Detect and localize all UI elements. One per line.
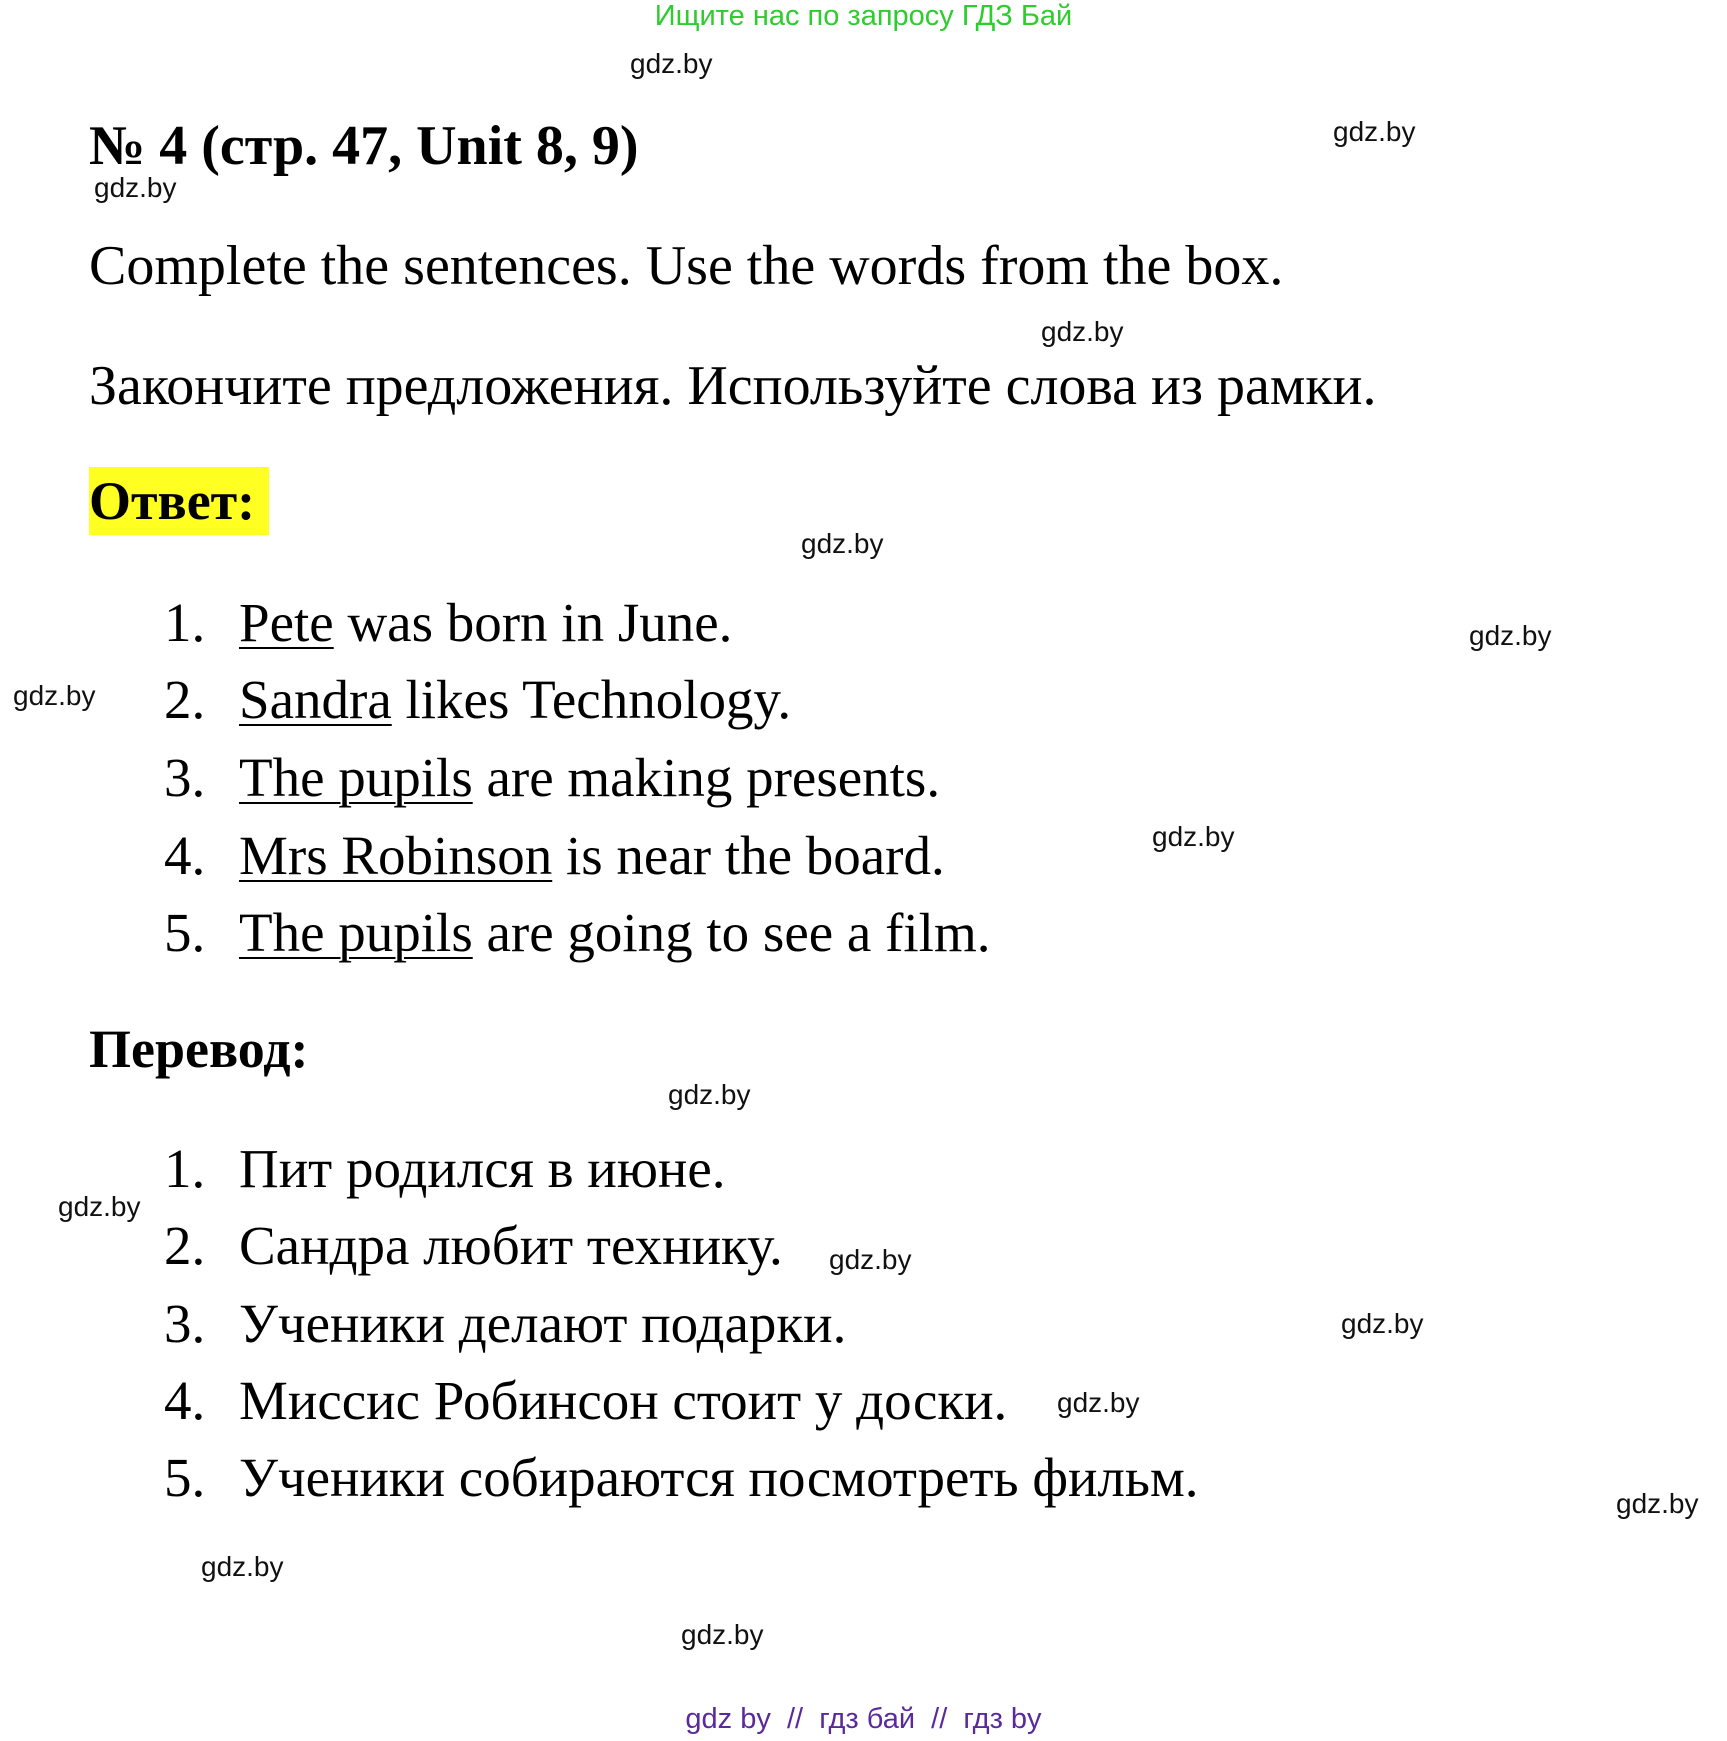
item-number: 4. xyxy=(164,1370,206,1431)
answer-word: The pupils xyxy=(239,902,473,963)
watermark: gdz.by xyxy=(829,1244,912,1275)
instruction-russian: Закончите предложения. Используйте слова из рамки. xyxy=(89,355,1377,417)
watermark: gdz.by xyxy=(668,1079,751,1110)
watermark: gdz.by xyxy=(94,172,177,203)
page-title: № 4 (стр. 47, Unit 8, 9) xyxy=(89,115,639,177)
answer-item xyxy=(164,902,991,963)
answer-item xyxy=(164,825,945,886)
translation-item xyxy=(164,1370,1008,1431)
answer-word: The pupils xyxy=(239,747,473,808)
answer-word: Pete xyxy=(239,592,334,653)
answer-rest: likes Technology. xyxy=(391,669,792,730)
translation-heading: Перевод: xyxy=(89,1019,309,1079)
translation-item xyxy=(164,1447,1199,1508)
answer-rest: are going to see a film. xyxy=(472,902,991,963)
watermark: gdz.by xyxy=(681,1619,764,1650)
answer-rest: are making presents. xyxy=(472,747,941,808)
watermark: gdz.by xyxy=(1616,1488,1699,1519)
watermark: gdz.by xyxy=(1341,1308,1424,1339)
instruction-english: Complete the sentences. Use the words from the box. xyxy=(89,235,1284,297)
watermark: gdz.by xyxy=(1333,116,1416,147)
answer-item xyxy=(164,592,733,653)
answer-item xyxy=(164,747,941,808)
watermark: gdz.by xyxy=(201,1551,284,1582)
watermark: gdz.by xyxy=(1152,821,1235,852)
watermark: gdz.by xyxy=(13,680,96,711)
item-number: 2. xyxy=(164,669,206,730)
answer-rest: is near the board. xyxy=(552,825,945,886)
watermark: gdz.by xyxy=(58,1191,141,1222)
item-number: 1. xyxy=(164,1138,206,1199)
translation-item xyxy=(164,1138,726,1199)
answer-item xyxy=(164,669,792,730)
watermark: gdz.by xyxy=(1469,620,1552,651)
translation-text: Ученики собираются посмотреть фильм. xyxy=(239,1447,1199,1508)
item-number: 5. xyxy=(164,1447,206,1508)
translation-item xyxy=(164,1215,783,1276)
item-number: 3. xyxy=(164,747,206,808)
item-number: 3. xyxy=(164,1293,206,1354)
watermark: gdz.by xyxy=(1057,1387,1140,1418)
translation-text: Миссис Робинсон стоит у доски. xyxy=(239,1370,1008,1431)
watermark: gdz.by xyxy=(1041,316,1124,347)
watermark: gdz.by xyxy=(630,48,713,79)
item-number: 4. xyxy=(164,825,206,886)
item-number: 2. xyxy=(164,1215,206,1276)
watermark: gdz.by xyxy=(801,528,884,559)
answer-word: Sandra xyxy=(239,669,392,730)
item-number: 5. xyxy=(164,902,206,963)
translation-text: Ученики делают подарки. xyxy=(239,1293,847,1354)
answer-word: Mrs Robinson xyxy=(239,825,553,886)
translation-text: Сандра любит технику. xyxy=(239,1215,783,1276)
bottom-banner: gdz by // гдз бай // гдз by xyxy=(685,1703,1042,1735)
item-number: 1. xyxy=(164,592,206,653)
translation-text: Пит родился в июне. xyxy=(239,1138,726,1199)
top-banner: Ищите нас по запросу ГДЗ Бай xyxy=(654,0,1073,32)
answer-heading: Ответ: xyxy=(89,467,269,535)
translation-item xyxy=(164,1293,847,1354)
answer-rest: was born in June. xyxy=(333,592,733,653)
